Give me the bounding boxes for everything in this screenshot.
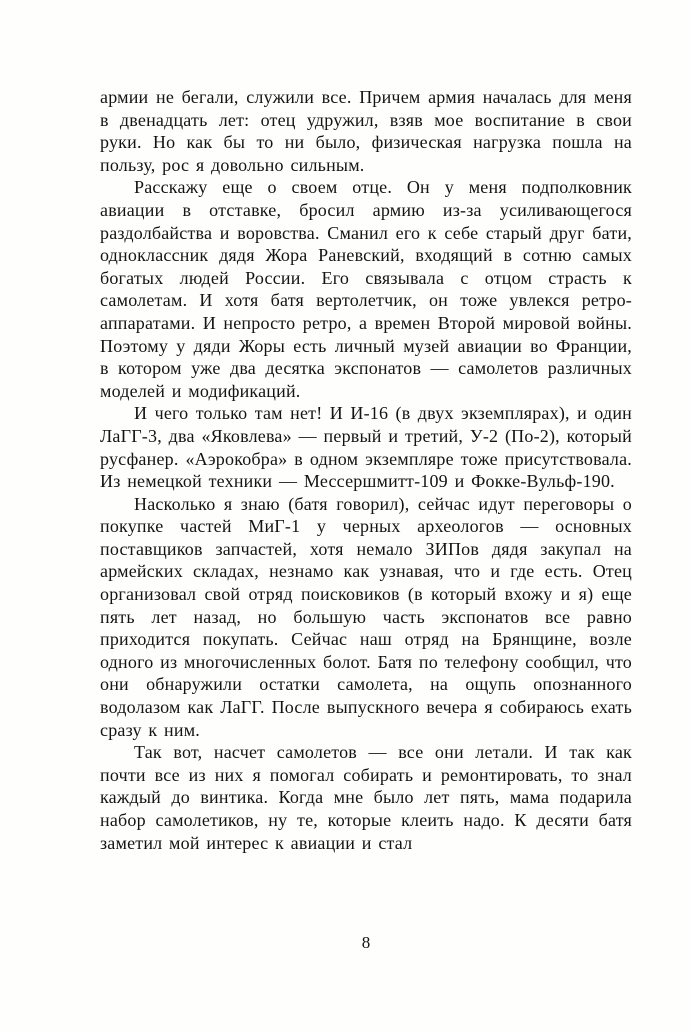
paragraph: армии не бегали, служили все. Причем армия началась для меня в двенадцать лет: отец удружил, взяв мое воспитание в свои руки. Но как бы то ни было, физическая нагрузка пошла на пользу, рос я довольно сильным. [100, 87, 632, 175]
text-block [100, 86, 632, 854]
page-number: 8 [361, 933, 371, 952]
paragraph: Насколько я знаю (батя говорил), сейчас идут переговоры о покупке частей МиГ-1 у черных археологов — основных поставщиков запчастей, хотя немало ЗИПов дядя закупал на армейских складах, незнамо как узнавая, что и где есть. Отец организовал свой отряд поисковиков (в который вхожу и я) еще пять лет назад, но большую часть экспонатов все равно приходится покупать. Сейчас наш отряд на Брянщине, возле одного из многочисленных болот. Батя по телефону сообщил, что они обнаружили остатки самолета, на ощупь опознанного водолазом как ЛаГГ. После выпускного вечера я собираюсь ехать сразу к ним. [100, 493, 632, 740]
paragraph: Так вот, насчет самолетов — все они летали. И так как почти все из них я помогал собирать и ремонтировать, то знал каждый до винтика. Когда мне было лет пять, мама подарила набор самолетиков, ну те, которые клеить надо. К десяти батя заметил мой интерес к авиации и стал [100, 742, 632, 853]
paragraph: И чего только там нет! И И-16 (в двух экземплярах), и один ЛаГГ-3, два «Яковлева» — первый и третий, У-2 (По-2), который русфанер. «Аэрокобра» в одном экземпляре тоже присутствовала. Из немецкой техники — Мессершмитт-109 и Фокке-Вульф-190. [100, 403, 632, 492]
paragraph: Расскажу еще о своем отце. Он у меня подполковник авиации в отставке, бросил армию из-за усиливающегося раздолбайства и воровства. Сманил его к себе старый друг бати, одноклассник дядя Жора Раневский, входящий в сотню самых богатых людей России. Его связывала с отцом страсть к самолетам. И хотя батя вертолетчик, он тоже увлекся ретро-аппаратами. И непросто ретро, а времен Второй мировой войны. Поэтому у дяди Жоры есть личный музей авиации во Франции, в котором уже два десятка экспонатов — самолетов различных моделей и модификаций. [100, 177, 632, 401]
